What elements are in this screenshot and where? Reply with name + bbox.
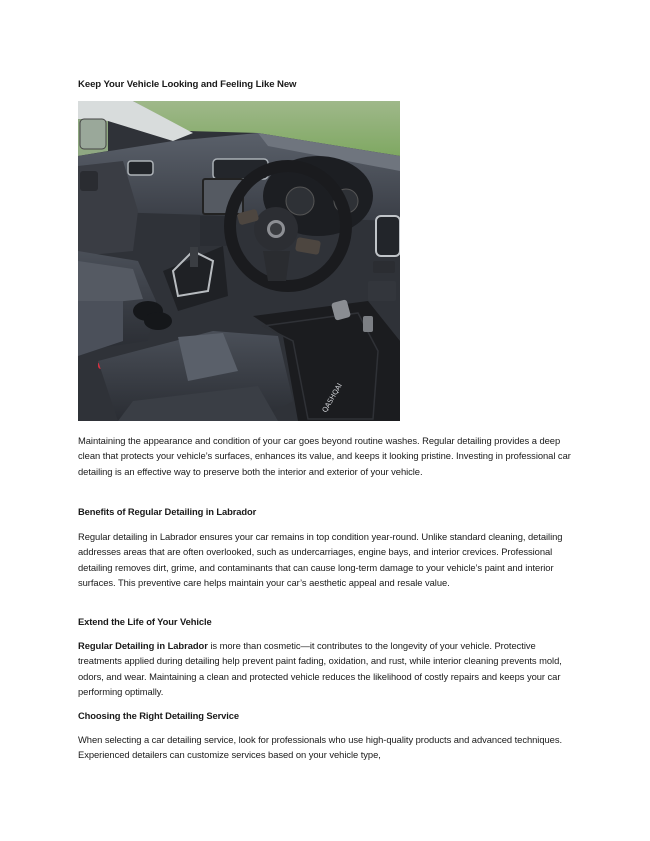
- section-body-choosing: When selecting a car detailing service, look for professionals who use high-quality products and advanced techniques. Experienced detailers can customize services based on your vehicle type,: [78, 734, 563, 761]
- svg-text:QASHQAI: QASHQAI: [320, 381, 344, 414]
- section-heading-benefits: Benefits of Regular Detailing in Labrador: [78, 506, 257, 517]
- car-interior-image: [78, 101, 400, 421]
- bold-lead-text: Regular Detailing in Labrador: [78, 640, 208, 651]
- section-body-benefits: Regular detailing in Labrador ensures your car remains in top condition year-round. Unlike standard cleaning, detailing addresses areas that are often overlooked, such as undercarriages, engine bays, and interior crevices. Professional detailing removes dirt, grime, and contaminants that can cause long-term damage to your vehicle’s paint and interior surfaces. This preventive care helps maintain your car’s aesthetic appeal and resale value.: [78, 531, 563, 589]
- intro-paragraph: Maintaining the appearance and condition of your car goes beyond routine washes. Regular detailing provides a deep clean that protects your vehicle’s surfaces, enhances its value, and keeps it looking pristine. Investing in professional car detailing is an effective way to preserve both the interior and exterior of your vehicle.: [78, 435, 571, 477]
- page-title: Keep Your Vehicle Looking and Feeling Like New: [78, 79, 297, 90]
- section-heading-choosing: Choosing the Right Detailing Service: [78, 710, 240, 721]
- section-body-text: is more than cosmetic—it contributes to the longevity of your vehicle. Protective treatments applied during detailing help prevent paint fading, oxidation, and rust, while interior cleaning prevents mold, odors, and wear. Maintaining a clean and protected vehicle reduces the likelihood of costly repairs and keeps your car performing optimally.: [78, 640, 562, 698]
- section-body-extend-life: [78, 638, 578, 700]
- section-heading-extend-life: Extend the Life of Your Vehicle: [78, 616, 212, 627]
- car-interior-photo: [78, 101, 400, 421]
